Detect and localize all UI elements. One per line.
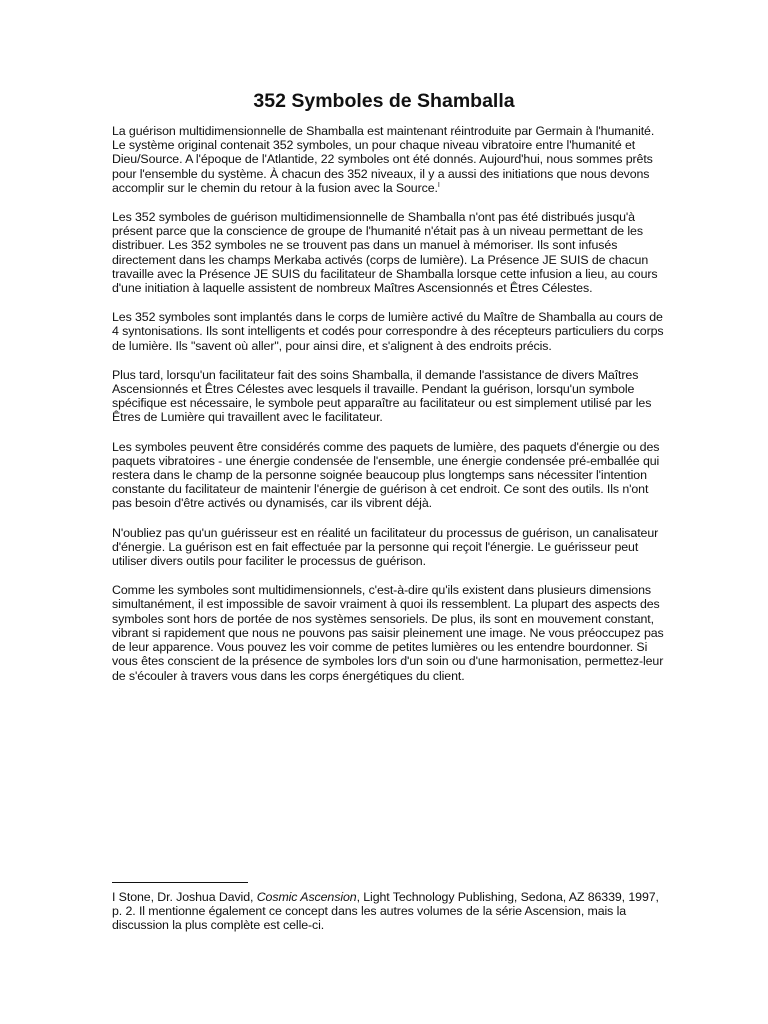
paragraph-5: Les symboles peuvent être considérés comme des paquets de lumière, des paquets d'énergie ou des paquets vibratoires - une énergie condensée de l'ensemble, une énergie condensée pré-emballée qui restera dans le champ de la personne soignée beaucoup plus longtemps sans nécessiter l'intention constante du facilitateur de maintenir l'énergie de guérison à cet endroit. Ce sont des outils. Ils n'ont pas besoin d'être activés ou dynamisés, car ils vibrent déjà. bbox=[112, 439, 660, 511]
footnote-publisher: , Light Technology Publishing, Sedona, AZ 86339, 1997, bbox=[356, 890, 659, 904]
footnote-book-title: Cosmic Ascension bbox=[256, 890, 357, 904]
paragraph-1 bbox=[112, 124, 664, 195]
footnote-line-1 bbox=[112, 890, 664, 904]
footnote-marker: I bbox=[112, 890, 116, 904]
footnote-author: Stone, Dr. Joshua David, bbox=[115, 890, 257, 904]
paragraph-1-text: La guérison multidimensionnelle de Shamballa est maintenant réintroduite par Germain à l'humanité. Le système original contenait 352 symboles, un pour chaque niveau vibratoire entre l'humanité et Dieu/Source. A l'époque de l'Atlantide, 22 symboles ont été donnés. Aujourd'hui, nous sommes prêts pour l'ensemble du système. À chacun des 352 niveaux, il y a aussi des initiations que nous devons accomplir sur le chemin du retour à la fusion avec la Source. bbox=[112, 124, 655, 195]
footnote bbox=[112, 890, 664, 933]
footnote-reference[interactable]: I bbox=[437, 181, 440, 189]
paragraph-4: Plus tard, lorsqu'un facilitateur fait des soins Shamballa, il demande l'assistance de divers Maîtres Ascensionnés et Êtres Célestes avec lesquels il travaille. Pendant la guérison, lorsqu'un symbole spécifique est nécessaire, le symbole peut apparaître au facilitateur ou est simplement utilisé par les Êtres de Lumière qui travaillent avec le facilitateur. bbox=[112, 367, 652, 425]
footnote-divider bbox=[112, 882, 248, 883]
paragraph-7: Comme les symboles sont multidimensionnels, c'est-à-dire qu'ils existent dans plusieurs dimensions simultanément, il est impossible de savoir vraiment à quoi ils ressemblent. La plupart des aspects des symboles sont hors de portée de nos systèmes sensoriels. De plus, ils sont en mouvement constant, vibrant si rapidement que nous ne pouvons pas saisir pleinement une image. Ne vous préoccupez pas de leur apparence. Vous pouvez les voir comme de petites lumières ou les entendre bourdonner. Si vous êtes conscient de la présence de symboles lors d'un soin ou d'une harmonisation, permettez-leur de s'écouler à travers vous dans les corps énergétiques du client. bbox=[112, 583, 664, 683]
page-title: 352 Symboles de Shamballa bbox=[253, 90, 515, 112]
paragraph-2: Les 352 symboles de guérison multidimensionnelle de Shamballa n'ont pas été distribués jusqu'à présent parce que la conscience de groupe de l'humanité n'était pas à un niveau permettant de les distribuer. Les 352 symboles ne se trouvent pas dans un manuel à mémoriser. Ils sont infusés directement dans les champs Merkaba activés (corps de lumière). La Présence JE SUIS de chacun travaille avec la Présence JE SUIS du facilitateur de Shamballa lorsque cette infusion a lieu, au cours d'une initiation à laquelle assistent de nombreux Maîtres Ascensionnés et Êtres Célestes. bbox=[112, 210, 658, 296]
paragraph-3: Les 352 symboles sont implantés dans le corps de lumière activé du Maître de Shamballa au cours de 4 syntonisations. Ils sont intelligents et codés pour correspondre à des récepteurs particuliers du corps de lumière. Ils "savent où aller", pour ainsi dire, et s'alignent à des endroits précis. bbox=[112, 310, 664, 353]
paragraph-6: N'oubliez pas qu'un guérisseur est en réalité un facilitateur du processus de guérison, un canalisateur d'énergie. La guérison est en fait effectuée par la personne qui reçoit l'énergie. Le guérisseur peut utiliser divers outils pour faciliter le processus de guérison. bbox=[112, 525, 659, 569]
document-body bbox=[112, 124, 664, 698]
footnote-line-2: p. 2. Il mentionne également ce concept dans les autres volumes de la série Ascension, mais la discussion la plus complète est celle-ci. bbox=[112, 904, 627, 933]
